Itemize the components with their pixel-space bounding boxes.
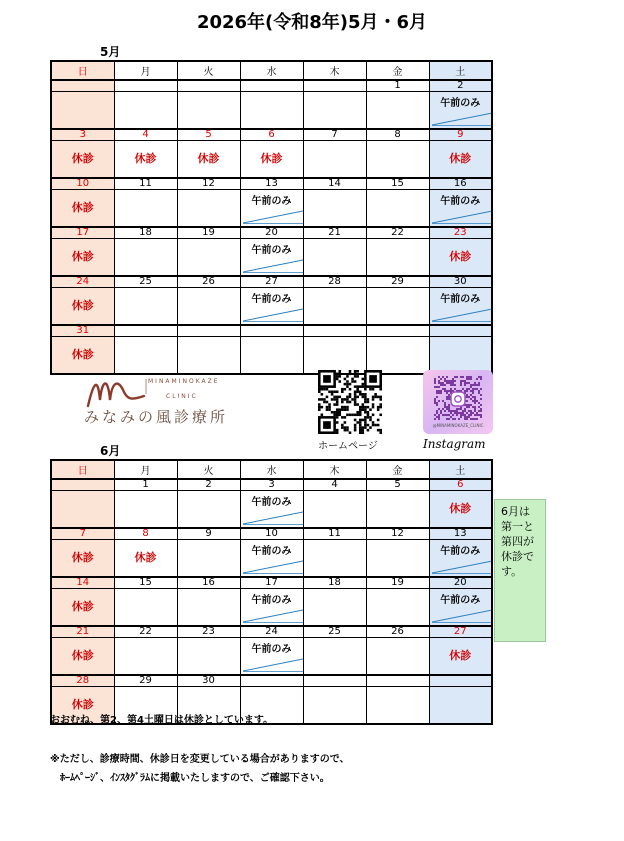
- day-number: 22: [366, 227, 429, 239]
- day-number: 24: [51, 276, 114, 288]
- day-number: 29: [114, 675, 177, 687]
- day-cell: [177, 92, 240, 130]
- day-cell: [114, 589, 177, 627]
- closed-label: 休診: [71, 600, 94, 613]
- afternoon-closed-slash: [243, 609, 303, 623]
- day-number: [429, 675, 492, 687]
- day-number: 5: [177, 129, 240, 141]
- day-cell: [177, 288, 240, 326]
- day-number: 4: [114, 129, 177, 141]
- day-number: 12: [177, 178, 240, 190]
- day-number: 20: [240, 227, 303, 239]
- weekday-header: 日: [51, 460, 114, 479]
- day-cell: [177, 589, 240, 627]
- homepage-qr-label: ホームページ: [318, 441, 378, 452]
- day-cell: [303, 337, 366, 375]
- day-cell: [366, 638, 429, 676]
- day-number: 14: [51, 577, 114, 589]
- afternoon-closed-slash: [243, 560, 303, 574]
- day-number: 16: [177, 577, 240, 589]
- closed-label: 休診: [71, 201, 94, 214]
- day-number: [303, 325, 366, 337]
- afternoon-closed-slash: [432, 112, 492, 126]
- day-cell: [303, 288, 366, 326]
- day-number: 1: [114, 479, 177, 491]
- day-cell: [303, 687, 366, 725]
- june-closure-note: 6月は第一と第四が休診です。: [494, 499, 546, 642]
- day-number: [366, 325, 429, 337]
- closed-label: 休診: [449, 649, 472, 662]
- day-number: [303, 675, 366, 687]
- day-number: 11: [303, 528, 366, 540]
- day-number: 7: [51, 528, 114, 540]
- day-cell: [429, 687, 492, 725]
- day-number: 7: [303, 129, 366, 141]
- day-cell: [114, 337, 177, 375]
- june-label: 6月: [100, 444, 121, 458]
- day-cell: [114, 491, 177, 529]
- day-number: 19: [366, 577, 429, 589]
- day-number: 6: [240, 129, 303, 141]
- morning-only-label: 午前のみ: [440, 546, 481, 557]
- closed-label: 休診: [71, 250, 94, 263]
- note-line-1: おおむね、第2、第4土曜日は休診としています。: [50, 715, 274, 726]
- day-number: 30: [177, 675, 240, 687]
- day-cell: [303, 190, 366, 228]
- weekday-header: 金: [366, 460, 429, 479]
- day-cell: [177, 239, 240, 277]
- day-number: 2: [177, 479, 240, 491]
- morning-only-label: 午前のみ: [440, 196, 481, 207]
- day-number: 30: [429, 276, 492, 288]
- day-number: [240, 675, 303, 687]
- day-number: 22: [114, 626, 177, 638]
- afternoon-closed-slash: [243, 308, 303, 322]
- day-number: 9: [177, 528, 240, 540]
- closed-label: 休診: [71, 348, 94, 361]
- day-cell: [114, 190, 177, 228]
- closed-label: 休診: [134, 551, 157, 564]
- day-cell: [240, 491, 303, 529]
- day-cell: [177, 540, 240, 578]
- closed-label: 休診: [449, 250, 472, 263]
- afternoon-closed-slash: [432, 210, 492, 224]
- day-cell: [240, 288, 303, 326]
- afternoon-closed-slash: [243, 259, 303, 273]
- morning-only-label: 午前のみ: [251, 245, 292, 256]
- day-number: [114, 80, 177, 92]
- day-cell: [366, 491, 429, 529]
- day-number: [240, 80, 303, 92]
- day-cell: [366, 687, 429, 725]
- day-cell: [429, 491, 492, 529]
- day-cell: [303, 92, 366, 130]
- day-number: 31: [51, 325, 114, 337]
- day-number: 3: [240, 479, 303, 491]
- homepage-qr-icon[interactable]: [318, 370, 382, 434]
- weekday-header: 金: [366, 61, 429, 80]
- day-cell: [429, 92, 492, 130]
- closed-label: 休診: [71, 698, 94, 711]
- day-cell: [429, 288, 492, 326]
- note-line-2: ※ただし、診療時間、休診日を変更している場合がありますので、: [50, 754, 350, 765]
- day-cell: [240, 92, 303, 130]
- day-number: 21: [303, 227, 366, 239]
- day-cell: [51, 141, 114, 179]
- day-cell: [303, 141, 366, 179]
- day-number: 17: [51, 227, 114, 239]
- logo-subtitle-2: CLINIC: [166, 393, 198, 400]
- day-number: 3: [51, 129, 114, 141]
- day-number: 15: [366, 178, 429, 190]
- afternoon-closed-slash: [432, 308, 492, 322]
- day-number: [366, 675, 429, 687]
- afternoon-closed-slash: [432, 609, 492, 623]
- day-number: 1: [366, 80, 429, 92]
- closed-label: 休診: [260, 152, 283, 165]
- day-number: [114, 325, 177, 337]
- day-number: [303, 80, 366, 92]
- day-number: [240, 325, 303, 337]
- day-number: [51, 80, 114, 92]
- morning-only-label: 午前のみ: [251, 546, 292, 557]
- day-number: 26: [177, 276, 240, 288]
- day-cell: [429, 337, 492, 375]
- day-number: [177, 80, 240, 92]
- closed-label: 休診: [71, 152, 94, 165]
- day-number: 19: [177, 227, 240, 239]
- morning-only-label: 午前のみ: [440, 595, 481, 606]
- closed-label: 休診: [197, 152, 220, 165]
- day-number: 25: [303, 626, 366, 638]
- day-number: 25: [114, 276, 177, 288]
- day-cell: [366, 239, 429, 277]
- day-cell: [429, 589, 492, 627]
- closed-label: 休診: [71, 551, 94, 564]
- day-number: 8: [114, 528, 177, 540]
- day-cell: [114, 92, 177, 130]
- day-cell: [303, 239, 366, 277]
- may-calendar: [50, 60, 493, 375]
- day-cell: [114, 540, 177, 578]
- day-cell: [51, 239, 114, 277]
- weekday-header: 月: [114, 460, 177, 479]
- day-cell: [114, 288, 177, 326]
- day-number: 28: [51, 675, 114, 687]
- closed-label: 休診: [449, 502, 472, 515]
- day-number: 23: [177, 626, 240, 638]
- weekday-header: 土: [429, 460, 492, 479]
- day-number: 14: [303, 178, 366, 190]
- day-number: 13: [240, 178, 303, 190]
- day-number: 18: [114, 227, 177, 239]
- weekday-header: 水: [240, 460, 303, 479]
- day-cell: [240, 190, 303, 228]
- day-cell: [366, 141, 429, 179]
- may-label: 5月: [100, 45, 121, 59]
- day-number: 4: [303, 479, 366, 491]
- instagram-handle: @MINAMINOKAZE_CLINIC: [432, 423, 484, 428]
- day-number: 11: [114, 178, 177, 190]
- afternoon-closed-slash: [432, 560, 492, 574]
- day-number: 20: [429, 577, 492, 589]
- day-cell: [177, 141, 240, 179]
- day-cell: [429, 540, 492, 578]
- day-cell: [303, 638, 366, 676]
- day-cell: [429, 638, 492, 676]
- day-cell: [177, 491, 240, 529]
- day-number: 15: [114, 577, 177, 589]
- day-number: 17: [240, 577, 303, 589]
- note-line-3: ﾎｰﾑﾍﾟｰｼﾞ、ｲﾝｽﾀｸﾞﾗﾑに掲載いたしますので、ご確認下さい。: [50, 773, 330, 784]
- day-number: 8: [366, 129, 429, 141]
- day-number: 24: [240, 626, 303, 638]
- day-cell: [366, 337, 429, 375]
- day-cell: [51, 589, 114, 627]
- day-number: 2: [429, 80, 492, 92]
- day-cell: [240, 239, 303, 277]
- day-number: [429, 325, 492, 337]
- day-cell: [114, 638, 177, 676]
- instagram-qr-label: Instagram: [423, 437, 486, 451]
- day-number: 16: [429, 178, 492, 190]
- day-cell: [51, 92, 114, 130]
- day-cell: [114, 239, 177, 277]
- day-cell: [177, 190, 240, 228]
- day-cell: [366, 190, 429, 228]
- weekday-header: 土: [429, 61, 492, 80]
- day-cell: [51, 491, 114, 529]
- weekday-header: 火: [177, 460, 240, 479]
- day-cell: [429, 141, 492, 179]
- day-cell: [177, 638, 240, 676]
- morning-only-label: 午前のみ: [251, 196, 292, 207]
- day-cell: [303, 540, 366, 578]
- day-cell: [366, 540, 429, 578]
- weekday-header: 火: [177, 61, 240, 80]
- day-number: 28: [303, 276, 366, 288]
- day-number: 12: [366, 528, 429, 540]
- afternoon-closed-slash: [243, 658, 303, 672]
- day-cell: [240, 638, 303, 676]
- day-cell: [303, 491, 366, 529]
- day-cell: [366, 589, 429, 627]
- day-cell: [51, 288, 114, 326]
- day-number: 10: [240, 528, 303, 540]
- day-number: 21: [51, 626, 114, 638]
- day-number: 23: [429, 227, 492, 239]
- day-number: 27: [429, 626, 492, 638]
- day-number: 13: [429, 528, 492, 540]
- morning-only-label: 午前のみ: [251, 644, 292, 655]
- closed-label: 休診: [71, 649, 94, 662]
- day-cell: [429, 190, 492, 228]
- weekday-header: 木: [303, 61, 366, 80]
- day-number: 6: [429, 479, 492, 491]
- afternoon-closed-slash: [243, 210, 303, 224]
- day-number: 5: [366, 479, 429, 491]
- weekday-header: 月: [114, 61, 177, 80]
- closed-label: 休診: [71, 299, 94, 312]
- closed-label: 休診: [449, 152, 472, 165]
- morning-only-label: 午前のみ: [440, 294, 481, 305]
- day-number: 9: [429, 129, 492, 141]
- day-cell: [51, 337, 114, 375]
- day-number: 10: [51, 178, 114, 190]
- day-number: 18: [303, 577, 366, 589]
- day-number: [51, 479, 114, 491]
- day-cell: [240, 540, 303, 578]
- day-number: 26: [366, 626, 429, 638]
- weekday-header: 日: [51, 61, 114, 80]
- day-cell: [240, 337, 303, 375]
- day-cell: [366, 92, 429, 130]
- morning-only-label: 午前のみ: [251, 294, 292, 305]
- morning-only-label: 午前のみ: [251, 595, 292, 606]
- day-cell: [51, 540, 114, 578]
- weekday-header: 水: [240, 61, 303, 80]
- closed-label: 休診: [134, 152, 157, 165]
- afternoon-closed-slash: [243, 511, 303, 525]
- day-cell: [429, 239, 492, 277]
- logo-subtitle: MINAMINOKAZE: [148, 378, 220, 385]
- morning-only-label: 午前のみ: [440, 98, 481, 109]
- day-cell: [114, 141, 177, 179]
- day-number: [177, 325, 240, 337]
- day-cell: [51, 638, 114, 676]
- morning-only-label: 午前のみ: [251, 497, 292, 508]
- day-cell: [240, 589, 303, 627]
- day-number: 27: [240, 276, 303, 288]
- day-cell: [240, 141, 303, 179]
- weekday-header: 木: [303, 460, 366, 479]
- june-calendar: [50, 459, 493, 725]
- day-cell: [366, 288, 429, 326]
- page-title: 2026年(令和8年)5月・6月: [196, 12, 428, 33]
- day-number: 29: [366, 276, 429, 288]
- instagram-qr-icon[interactable]: [423, 370, 493, 434]
- day-cell: [177, 337, 240, 375]
- clinic-name: みなみの風診療所: [84, 408, 229, 426]
- day-cell: [51, 190, 114, 228]
- day-cell: [303, 589, 366, 627]
